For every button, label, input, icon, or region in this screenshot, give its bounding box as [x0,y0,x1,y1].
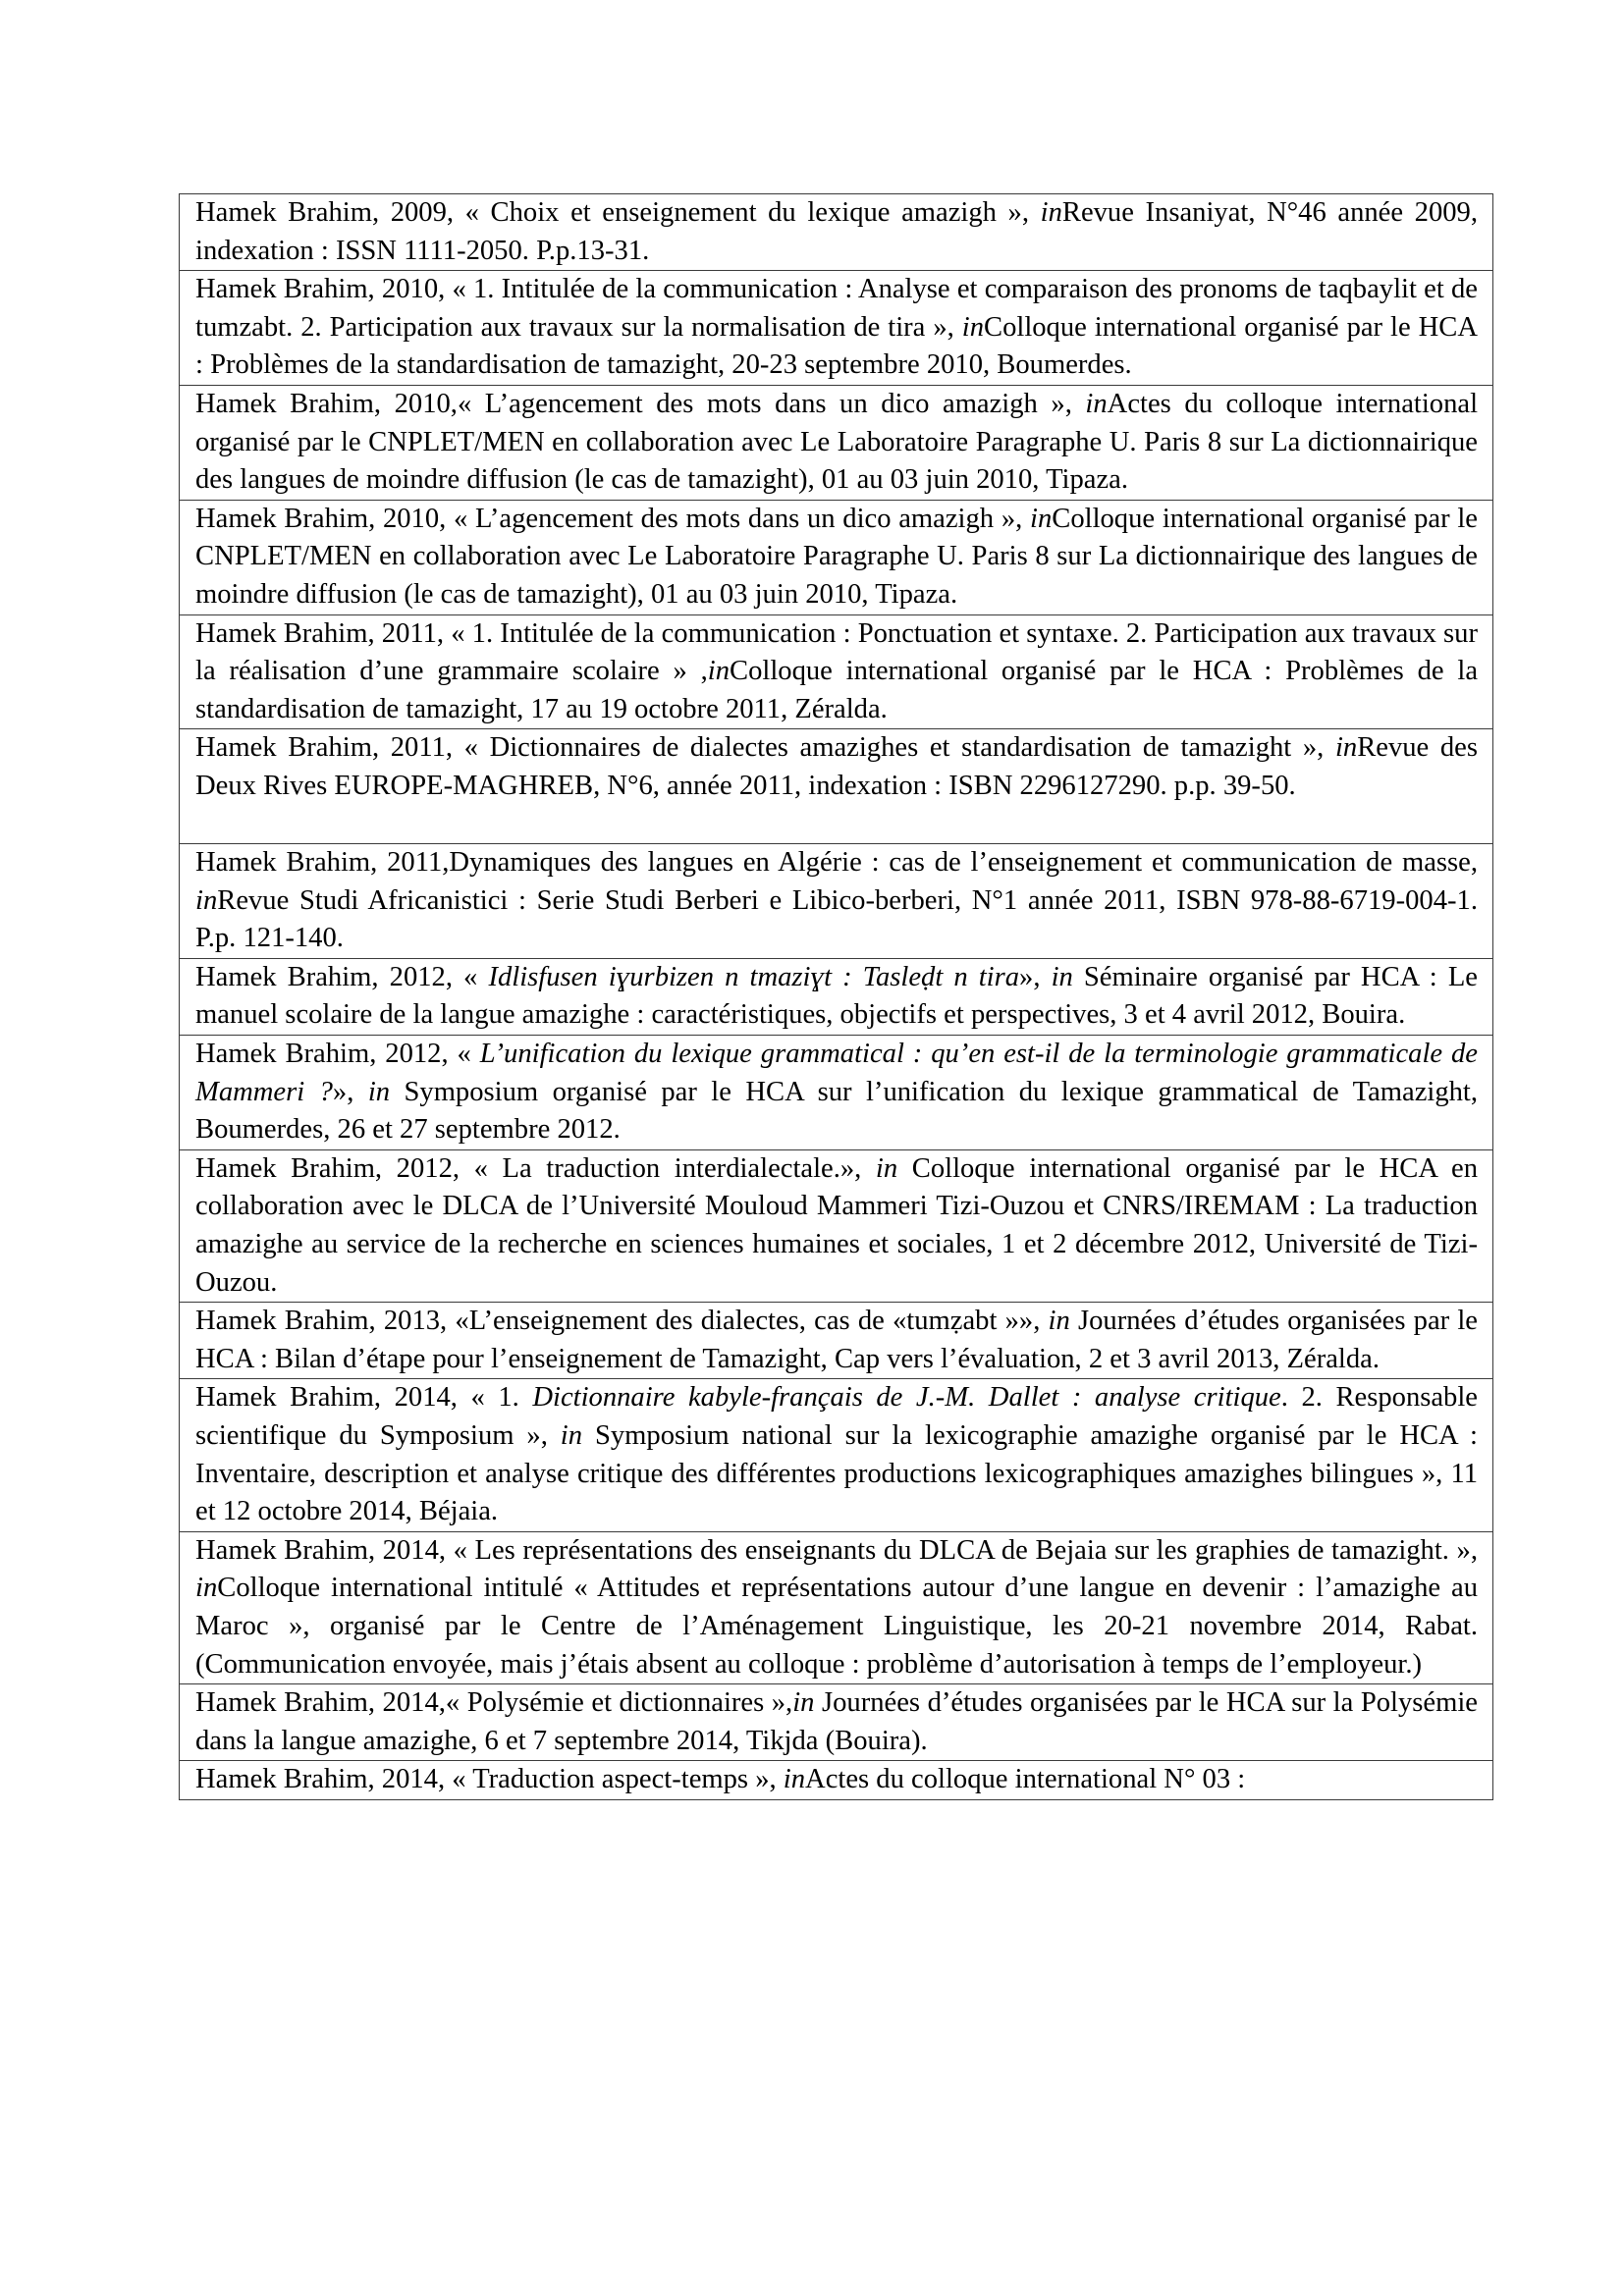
italic-text-segment: in [1040,197,1062,228]
italic-text-segment: in [560,1420,583,1451]
text-segment: Hamek Brahim, 2010,« L’agencement des mots dans un dico amazigh », [195,388,1086,419]
text-segment: Symposium organisé par le HCA sur l’unification du lexique grammatical de Tamazight, Boumerdes, 26 et 27 septembre 2012. [195,1076,1479,1146]
publication-cell [180,500,1493,614]
text-segment: Hamek Brahim, 2010, « 1. Intitulée de la communication : Analyse et comparaison des pronoms de taqbaylit et de tumzabt. 2. Participation aux travaux sur la normalisation de tira », [195,274,1478,343]
table-row [180,1531,1493,1683]
italic-text-segment: L’unification du lexique grammatical : qu’en est-il de la terminologie grammaticale de Mammeri ? [195,1039,1478,1107]
text-segment: Hamek Brahim, 2011, « Dictionnaires de dialectes amazighes et standardisation de tamazight », [195,732,1335,764]
italic-text-segment: Dictionnaire kabyle-français de J.-M. Dallet : analyse critique [532,1382,1281,1414]
text-segment: Symposium national sur la lexicographie amazighe organisé par le HCA : Inventaire, description et analyse critique des différentes productions lexicographiques amazighes bilingues », 11 et 12 octobre 2014, Béjaia. [195,1420,1478,1527]
table-row [180,500,1493,614]
publication-cell [180,958,1493,1035]
italic-text-segment: in [783,1764,806,1795]
table-row [180,1684,1493,1761]
empty-line [195,806,1478,844]
text-segment: Revue des Deux Rives EUROPE-MAGHREB, N°6, année 2011, indexation : ISBN 2296127290. p.p. 39-50. [195,732,1479,801]
text-segment: Actes du colloque international N° 03 : [805,1764,1246,1795]
publication-cell [180,271,1493,386]
table-row [180,958,1493,1035]
text-segment: Hamek Brahim, 2011, « 1. Intitulée de la communication : Ponctuation et syntaxe. 2. Participation aux travaux sur la réalisation d’une grammaire scolaire » , [195,617,1478,687]
italic-text-segment: in [195,1573,218,1604]
publication-cell [180,1379,1493,1531]
table-row [180,271,1493,386]
text-segment: Hamek Brahim, 2012, « [195,1039,480,1070]
publication-cell [180,1036,1493,1150]
table-row [180,1761,1493,1800]
table-row [180,1149,1493,1302]
italic-text-segment: in [875,1152,898,1184]
italic-text-segment: in [1030,503,1053,534]
table-row [180,1036,1493,1150]
text-segment: Colloque international organisé par le HCA en collaboration avec le DLCA de l’Université Mouloud Mammeri Tizi-Ouzou et CNRS/IREMAM : La traduction amazighe au service de la recherche en sciences humaines et sociales, 1 et 2 décembre 2012, Université de Tizi-Ouzou. [195,1152,1478,1298]
publications-table-body [180,194,1493,1800]
publication-cell [180,194,1493,271]
italic-text-segment: in [1051,961,1073,992]
publication-cell [180,844,1493,959]
table-row [180,614,1493,729]
text-segment: », [1019,961,1052,992]
publication-cell [180,1149,1493,1302]
table-row [180,1379,1493,1531]
italic-text-segment: in [1085,388,1108,419]
table-row [180,1303,1493,1379]
text-segment: Hamek Brahim, 2014, « Les représentations des enseignants du DLCA de Bejaia sur les graphies de tamazight. », [195,1534,1478,1566]
text-segment: Colloque international organisé par le HCA : Problèmes de la standardisation de tamazight, 17 au 19 octobre 2011, Zéralda. [195,656,1479,724]
text-segment: Journées d’études organisées par le HCA sur la Polysémie dans la langue amazighe, 6 et 7 septembre 2014, Tikjda (Bouira). [195,1687,1478,1756]
italic-text-segment: Idlisfusen iɣurbizen n tmaziɣt : Tasleḍt n tira [488,961,1020,992]
text-segment: . 2. Responsable scientifique du Symposium », [195,1382,1478,1451]
table-row [180,844,1493,959]
text-segment: Hamek Brahim, 2014, « 1. [195,1382,533,1414]
text-segment: », [332,1076,368,1107]
italic-text-segment: in [367,1076,391,1107]
text-segment: Séminaire organisé par HCA : Le manuel scolaire de la langue amazighe : caractéristiques, objectifs et perspectives, 3 et 4 avril 2012, Bouira. [195,961,1478,1031]
text-segment: Hamek Brahim, 2011,Dynamiques des langues en Algérie : cas de l’enseignement et communication de masse, [195,847,1478,879]
italic-text-segment: in [961,311,984,343]
publication-cell [180,729,1493,844]
publication-cell [180,385,1493,500]
italic-text-segment: in [792,1687,815,1719]
text-segment: Hamek Brahim, 2009, « Choix et enseignement du lexique amazigh », [195,197,1041,228]
text-segment: Hamek Brahim, 2010, « L’agencement des mots dans un dico amazigh », [195,503,1030,534]
italic-text-segment: in [707,656,731,687]
text-segment: Colloque international organisé par le CNPLET/MEN en collaboration avec Le Laboratoire Paragraphe U. Paris 8 sur La dictionnairique des langues de moindre diffusion (le cas de tamazight), 01 au 03 juin 2010, Tipaza. [195,503,1478,610]
italic-text-segment: in [1334,732,1358,764]
text-segment: Colloque international intitulé « Attitudes et représentations autour d’une langue en devenir : l’amazighe au Maroc », organisé par le Centre de l’Aménagement Linguistique, les 20-21 novembre 2014, Rabat. (Communication envoyée, mais j’étais absent au colloque : problème d’autorisation à temps de l’employeur.) [195,1573,1478,1680]
text-segment: Hamek Brahim, 2014,« Polysémie et dictionnaires », [195,1687,793,1719]
text-segment: Colloque international organisé par le HCA : Problèmes de la standardisation de tamazight, 20-23 septembre 2010, Boumerdes. [195,311,1479,381]
text-segment: Revue Studi Africanistici : Serie Studi Berberi e Libico-berberi, N°1 année 2011, ISBN 978-88-6719-004-1. P.p. 121-140. [195,884,1478,954]
publication-cell [180,614,1493,729]
text-segment: Hamek Brahim, 2012, « [195,961,489,992]
text-segment: Journées d’études organisées par le HCA : Bilan d’étape pour l’enseignement de Tamazight, Cap vers l’évaluation, 2 et 3 avril 2013, Zéralda. [195,1306,1478,1374]
publication-cell [180,1684,1493,1761]
table-row [180,385,1493,500]
table-row [180,194,1493,271]
publications-table [179,193,1493,1800]
italic-text-segment: in [1048,1306,1070,1337]
table-row [180,729,1493,844]
text-segment: Actes du colloque international organisé par le CNPLET/MEN en collaboration avec Le Laboratoire Paragraphe U. Paris 8 sur La dictionnairique des langues de moindre diffusion (le cas de tamazight), 01 au 03 juin 2010, Tipaza. [195,388,1479,496]
publication-cell [180,1531,1493,1683]
italic-text-segment: in [195,884,218,916]
text-segment: Hamek Brahim, 2014, « Traduction aspect-temps », [195,1764,784,1795]
publication-cell [180,1303,1493,1379]
publication-cell [180,1761,1493,1800]
text-segment: Hamek Brahim, 2012, « La traduction interdialectale.», [195,1152,876,1184]
text-segment: Revue Insaniyat, N°46 année 2009, indexation : ISSN 1111-2050. P.p.13-31. [195,197,1478,266]
text-segment: Hamek Brahim, 2013, «L’enseignement des dialectes, cas de «tumẓabt »», [195,1306,1049,1337]
